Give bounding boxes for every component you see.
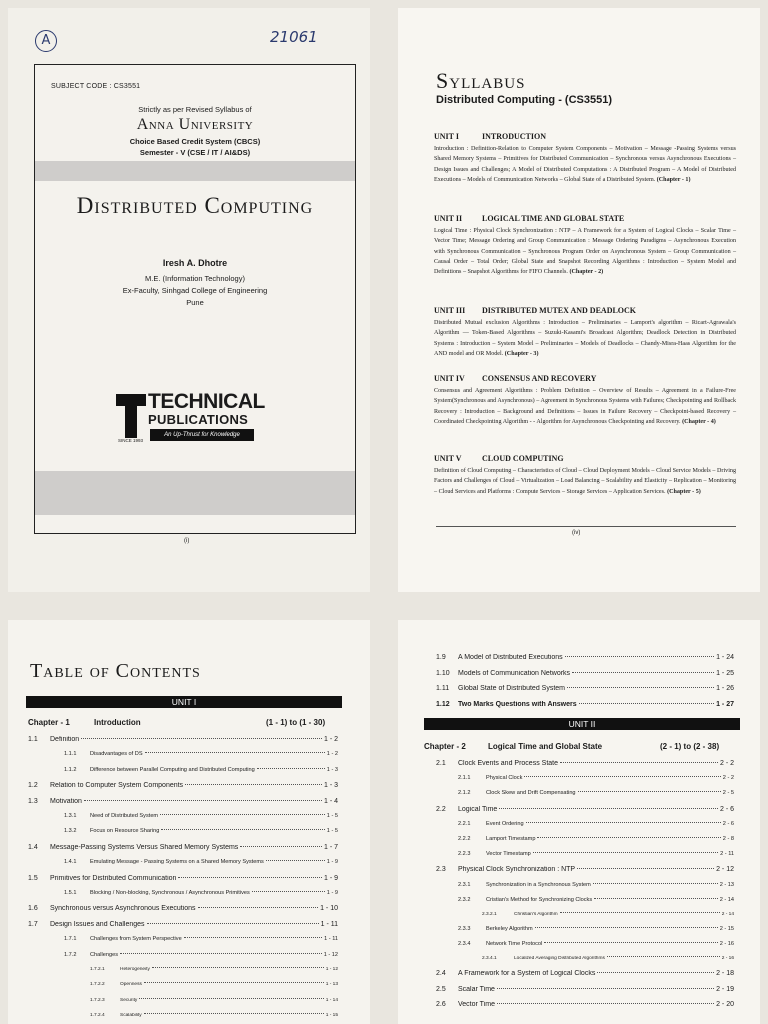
toc-entry-page: 2 - 14 [719,896,734,903]
toc-entry-number: 1.7.2.1 [90,967,105,972]
toc-entry [482,956,734,961]
toc-entry-title: Challenges [90,951,118,958]
toc-entry-title: Models of Communication Networks [458,669,571,677]
toc-entry [90,998,338,1003]
unit-body: Introduction : Definition-Relation to Computer System Components – Motivation – Message -Passing Systems versus Shared Memory Systems – Primitives for Distributed Communication – Synchronous versus Asynchronous Executions – Design Issues and Challenges; A Model of Distributed Computations : A Distributed Program – A Model of Distributed Executions – Models of Communication Networks – Global State of a Distributed System. [434,146,736,183]
toc-entry-page: 1 - 14 [325,997,338,1003]
cover-frame [34,64,356,534]
toc-entry-number: 1.1.1 [64,751,77,758]
unit-chapter: (Chapter - 4) [682,418,716,425]
dot-leader [577,868,714,869]
toc-entry-page: 1 - 25 [716,669,734,677]
toc-entry-title: Definition [50,736,80,743]
toc-entry-title: Design Issues and Challenges [50,920,145,928]
toc-entry [28,736,338,743]
dot-leader [565,656,714,657]
author-qualification: M.E. (Information Technology) [145,274,245,283]
toc-entry-number: 2.6 [436,1000,446,1008]
toc-entry-page: 1 - 13 [325,982,338,988]
toc-entry-page: 2 - 15 [719,926,734,932]
toc-entry-title: Event Ordering [486,820,524,827]
toc-entry-page: 2 - 19 [716,985,734,993]
toc-entry-number: 1.3.2 [64,828,77,835]
dot-leader [147,923,319,924]
dot-leader [120,953,322,954]
toc-entry-page: 2 - 12 [716,866,734,874]
toc-entry-number: 1.6 [28,905,38,913]
toc-entry-page: 1 - 12 [325,967,338,972]
dot-leader [544,942,717,943]
toc-heading: Table of Contents [30,660,201,682]
toc-page-2 [398,620,760,1024]
toc-entry-page: 1 - 11 [324,936,338,943]
toc-entry-page: 1 - 5 [326,813,338,819]
toc-entry-title: Localized Averaging Distributed Algorithms [514,956,605,962]
unit-number: UNIT I [434,132,459,141]
handwritten-number: 21061 [270,28,318,46]
toc-entry [90,1013,338,1018]
book-title: Distributed Computing [76,193,314,218]
syllabus-unit [434,374,736,427]
dot-leader [84,800,322,801]
unit-number: UNIT III [434,306,466,315]
subject-code: SUBJECT CODE : CS3551 [51,83,141,90]
dot-leader [537,837,720,838]
dot-leader [497,988,714,989]
toc-entry-page: 2 - 6 [722,820,734,827]
toc-entry-number: 1.9 [436,654,446,661]
toc-entry-page: 2 - 20 [716,1000,734,1008]
toc-entry [436,1001,734,1008]
grey-band-top [35,161,355,181]
unit-number: UNIT V [434,454,462,463]
dot-leader [240,846,322,847]
toc-entry-page: 1 - 3 [326,766,338,773]
toc-entry-number: 2.3.1 [458,881,471,888]
toc-entry [64,952,338,958]
toc-entry-number: 2.3.2.1 [482,912,497,917]
toc-entry-page: 2 - 14 [721,912,734,917]
toc-entry-number: 2.1 [436,760,446,767]
dot-leader [572,672,714,673]
toc-entry-title: Cristian's Method for Synchronizing Clocks [486,896,593,903]
toc-entry [28,921,338,928]
toc-entry-number: 1.7.1 [64,936,77,943]
toc-entry [64,828,338,834]
toc-entry-number: 2.3 [436,866,446,874]
syllabus-subtitle: Distributed Computing - (CS3551) [436,94,613,106]
toc-entry-title: Global State of Distributed System [458,685,565,692]
chapter-label: Chapter - 1 [28,718,70,727]
toc-entry-page: 2 - 5 [722,790,734,797]
publisher-name-line1: TECHNICAL [148,390,265,413]
toc-entry [90,982,338,987]
unit-title: DISTRIBUTED MUTEX AND DEADLOCK [482,306,637,315]
syllabus-unit [434,306,736,359]
toc-entry-title: A Framework for a System of Logical Clocks [458,970,596,978]
university-name: Anna University [136,116,254,133]
dot-leader [594,898,718,899]
toc-entry-title: Vector Time [458,1000,495,1008]
dot-leader [597,972,714,973]
dot-leader [81,738,322,739]
toc-entry-title: Message-Passing Systems Versus Shared Memory Systems [50,843,239,851]
publisher-logo [118,390,265,446]
toc-entry [436,685,734,692]
toc-entry-page: 2 - 8 [722,836,734,842]
syllabus-page-number: (iv) [572,530,581,536]
toc-entry [28,798,338,805]
unit-body: Distributed Mutual exclusion Algorithms : Introduction – Preliminaries – Lamport's algorithm – Ricart-Agrawala's Algorithm — Token-Based Algorithms – Suzuki-Kasami's Broadcast Algorithm; Deadlock Detection in Distributed Systems : Introduction – System Model – Preliminaries – Models of Deadlocks – Chandy-Misra-Haas Algorithm for the AND model and OR Model. [434,320,736,357]
toc-entry-title: Blocking / Non-blocking, Synchronous / Asynchronous Primitives [90,890,250,896]
toc-entry [64,890,338,896]
toc-entry-title: Synchronous versus Asynchronous Executions [50,905,196,913]
toc-entry [436,866,734,873]
chapter-title: Logical Time and Global State [488,742,603,751]
syllabus-page [398,8,760,592]
toc-entry-page: 2 - 2 [719,760,734,767]
toc-entry-page: 1 - 26 [716,685,734,692]
toc-entry-number: 1.12 [436,700,450,708]
toc-entry-title: Physical Clock Synchronization : NTP [458,866,576,874]
toc-entry [458,941,734,947]
toc-entry-page: 1 - 11 [320,920,338,928]
toc-entry-number: 2.3.2 [458,896,471,903]
unit-title: CLOUD COMPUTING [482,454,564,463]
handwritten-circled-mark: A [35,30,57,52]
toc-entry-title: Scalability [120,1013,142,1019]
author-name: Iresh A. Dhotre [162,258,228,268]
cover-page [8,8,370,592]
dot-leader [593,883,718,884]
toc-entry-title: Disadvantages of DS [90,751,143,758]
toc-entry [90,967,338,972]
toc-entry-title: Berkeley Algorithm [486,926,533,932]
dot-leader [198,907,319,908]
toc-entry [28,782,338,789]
toc-entry-number: 1.7.2.4 [90,1013,105,1019]
toc-entry-page: 1 - 7 [323,843,338,851]
toc-entry-title: Lamport Timestamp [486,836,536,842]
cover-page-number: (i) [184,538,190,544]
dot-leader [145,752,325,753]
dot-leader [139,998,323,999]
publisher-since: SINCE 1993 [118,438,144,443]
toc-entry-page: 1 - 5 [326,828,338,835]
syllabus-unit [434,214,736,277]
toc-entry-title: Clock Skew and Drift Compensating [486,790,576,797]
dot-leader [524,776,720,777]
dot-leader [560,912,720,913]
toc-entry-page: 2 - 11 [720,851,734,858]
toc-entry-page: 1 - 9 [323,874,338,882]
toc-entry [458,926,734,932]
toc-entry-number: 1.11 [436,685,450,692]
toc-entry-title: Challenges from System Perspective [90,936,182,943]
chapter-range: (2 - 1) to (2 - 38) [660,742,720,751]
toc-entry-page: 1 - 4 [323,797,338,805]
toc-entry-number: 1.10 [436,669,450,677]
toc-entry-page: 2 - 16 [719,941,734,948]
dot-leader [144,982,324,983]
toc-entry-title: Heterogeneity [120,967,150,972]
unit-title: CONSENSUS AND RECOVERY [482,374,597,383]
unit-bar: UNIT II [424,718,740,730]
toc-page-1 [8,620,370,1024]
toc-entry-number: 1.5.1 [64,890,77,896]
cbcs-line: Choice Based Credit System (CBCS) [129,137,261,146]
toc-entry [28,844,338,851]
toc-entry-title: Openness [120,982,142,988]
author-affiliation: Ex-Faculty, Sinhgad College of Engineering [122,286,268,295]
toc-entry [64,767,338,773]
toc-entry-page: 2 - 13 [719,881,734,888]
publisher-tagline: An Up-Thrust for Knowledge [150,429,254,441]
toc-entry-number: 1.5 [28,874,38,882]
semester-line: Semester - V (CSE / IT / AI&DS) [139,148,251,157]
unit-title: LOGICAL TIME AND GLOBAL STATE [482,214,625,223]
toc-entry-number: 2.5 [436,985,446,993]
toc-entry-title: Emulating Message - Passing Systems on a Shared Memory Systems [90,859,264,866]
toc-entry-title: Motivation [50,797,82,805]
toc-entry-title: Difference between Parallel Computing and Distributed Computing [90,766,255,773]
publisher-name-line2: PUBLICATIONS [148,412,249,427]
dot-leader [185,784,322,785]
toc-entry [436,670,734,677]
footer-rule [436,526,736,527]
chapter-label: Chapter - 2 [424,742,466,751]
syllabus-unit [434,132,736,185]
dot-leader [560,762,718,763]
toc-entry-number: 2.2.1 [458,820,471,827]
toc-entry-title: Network Time Protocol [486,941,543,948]
toc-entry-title: A Model of Distributed Executions [458,654,563,661]
toc-entry-number: 2.2 [436,805,446,813]
unit-bar: UNIT I [26,696,342,708]
toc-entry [482,912,734,917]
dot-leader [526,822,721,823]
toc-entry-page: 1 - 12 [323,951,338,958]
dot-leader [161,829,324,830]
unit-chapter: (Chapter - 1) [656,176,691,183]
unit-chapter: (Chapter - 2) [569,269,604,276]
toc-entry-page: 1 - 24 [716,654,734,661]
dot-leader [579,703,714,704]
toc-entry-number: 1.1.2 [64,766,77,773]
toc-entry-title: Synchronization in a Synchronous System [486,881,591,888]
dot-leader [607,956,720,957]
dot-leader [578,791,721,792]
toc-entry-number: 1.4.1 [64,859,77,866]
toc-entry-title: Vector Timestamp [486,851,531,858]
toc-entry [64,859,338,865]
toc-entry-number: 1.7.2 [64,951,77,958]
dot-leader [266,860,325,861]
toc-entry-page: 2 - 16 [721,956,734,962]
dot-leader [178,877,322,878]
dot-leader [252,891,325,892]
toc-entry-title: Focus on Resource Sharing [90,828,160,835]
toc-entry-number: 2.2.3 [458,851,471,858]
dot-leader [535,927,718,928]
toc-entry-title: Clock Events and Process State [458,760,558,767]
dot-leader [160,814,325,815]
toc-entry-title: Christian's Algorithm [514,912,558,917]
toc-entry-number: 2.3.4 [458,941,471,948]
unit-body: Consensus and Agreement Algorithms : Problem Definition – Overview of Results – Agreement in a Failure-Free System(Synchronous and Asynchronous) – Agreement in Synchronous Systems with Failures; Checkpointing and Rollback Recovery : Introduction – Background and Definitions – Issues in Failure Recovery – Checkpoint-based Recovery – Coordinated Checkpointing Algorithm - - Algorithm for Asynchronous Checkpointing and Recovery. [434,388,736,425]
toc-entry [436,806,734,813]
toc-entry-title: Need of Distributed System [90,813,159,819]
toc-entry [28,905,338,912]
toc-entry [436,970,734,977]
toc-entry [28,875,338,882]
toc-entry [458,836,734,842]
unit-number: UNIT IV [434,374,465,383]
unit-chapter: (Chapter - 3) [504,350,539,357]
toc-entry-page: 2 - 6 [719,805,734,813]
toc-entry-title: Primitives for Distributed Communication [50,874,177,882]
toc-entry-number: 2.1.2 [458,790,471,797]
toc-entry [436,986,734,993]
unit-title: INTRODUCTION [482,132,547,141]
dot-leader [257,768,325,769]
toc-entry [458,821,734,827]
toc-entry [458,851,734,857]
unit-body: Definition of Cloud Computing – Characteristics of Cloud – Cloud Deployment Models – Cloud Service Models – Driving Factors and Challenges of Cloud – Virtualization – Load Balancing – Scalability and Elasticity – Replication – Monitoring – Cloud Services and Platforms : Compute Services – Storage Services – Application Services. [434,468,736,495]
toc-entry-page: 1 - 2 [323,736,338,743]
dot-leader [144,1013,324,1014]
syllabus-heading: Syllabus [436,68,526,93]
toc-entry-page: 2 - 2 [722,775,734,782]
unit-body: Logical Time : Physical Clock Synchronization : NTP – A Framework for a System of Logical Clocks – Scalar Time – Vector Time; Message Ordering and Group Communication : Message Ordering Paradigms – Asynchronous Execution with Synchronous Communication – Synchronous Program Order on Asynchronous System – Group Communication – Causal Order – Total Order; Global State and Snapshot Recording Algorithms : Introduction – System Model and Definitions – Snapshot Algorithms for FIFO Channels. [434,228,736,276]
dot-leader [184,937,322,938]
toc-entry-number: 1.1 [28,736,38,743]
toc-entry-page: 1 - 15 [325,1013,338,1019]
dot-leader [567,687,714,688]
toc-entry [458,775,734,781]
toc-entry-title: Two Marks Questions with Answers [458,700,577,708]
toc-entry-title: Physical Clock [486,775,523,782]
dot-leader [497,1003,714,1004]
toc-entry-number: 2.3.3 [458,926,471,932]
toc-entry [64,813,338,819]
syllabus-note: Strictly as per Revised Syllabus of [138,105,252,114]
toc-entry-number: 1.7.2.2 [90,982,105,988]
toc-entry-number: 2.4 [436,970,446,978]
toc-entry-page: 2 - 18 [716,970,734,978]
toc-entry-title: Security [120,997,138,1003]
toc-entry-number: 1.7 [28,920,38,928]
toc-entry-number: 1.3.1 [64,813,77,819]
chapter-range: (1 - 1) to (1 - 30) [266,718,326,727]
toc-entry-title: Logical Time [458,805,498,813]
unit-number: UNIT II [434,214,463,223]
toc-entry [458,882,734,888]
unit-chapter: (Chapter - 5) [667,488,701,495]
toc-entry [436,760,734,767]
toc-entry [436,701,734,708]
toc-entry [458,790,734,796]
toc-entry-number: 1.2 [28,782,38,790]
dot-leader [499,808,718,809]
toc-entry-page: 1 - 10 [320,905,338,913]
toc-entry-page: 1 - 9 [326,859,338,866]
toc-entry [436,654,734,661]
author-city: Pune [186,298,204,307]
toc-entry-number: 1.3 [28,797,38,805]
toc-entry-title: Scalar Time [458,985,495,993]
toc-entry-page: 1 - 3 [323,782,338,790]
toc-entry-number: 1.7.2.3 [90,997,105,1003]
dot-leader [533,852,718,853]
chapter-title: Introduction [94,718,141,727]
toc-entry-number: 2.1.1 [458,775,471,782]
grey-band-bottom [35,471,355,515]
toc-entry-number: 2.2.2 [458,836,471,842]
dot-leader [152,967,324,968]
toc-entry [64,936,338,942]
toc-entry-number: 1.4 [28,843,38,851]
toc-entry [458,897,734,903]
syllabus-unit [434,454,736,497]
toc-entry-title: Relation to Computer System Components [50,782,184,790]
toc-entry [64,751,338,757]
toc-entry-page: 1 - 9 [326,890,338,896]
toc-entry-page: 1 - 2 [326,751,338,758]
toc-entry-number: 2.3.4.1 [482,956,497,962]
toc-entry-page: 1 - 27 [716,700,734,708]
